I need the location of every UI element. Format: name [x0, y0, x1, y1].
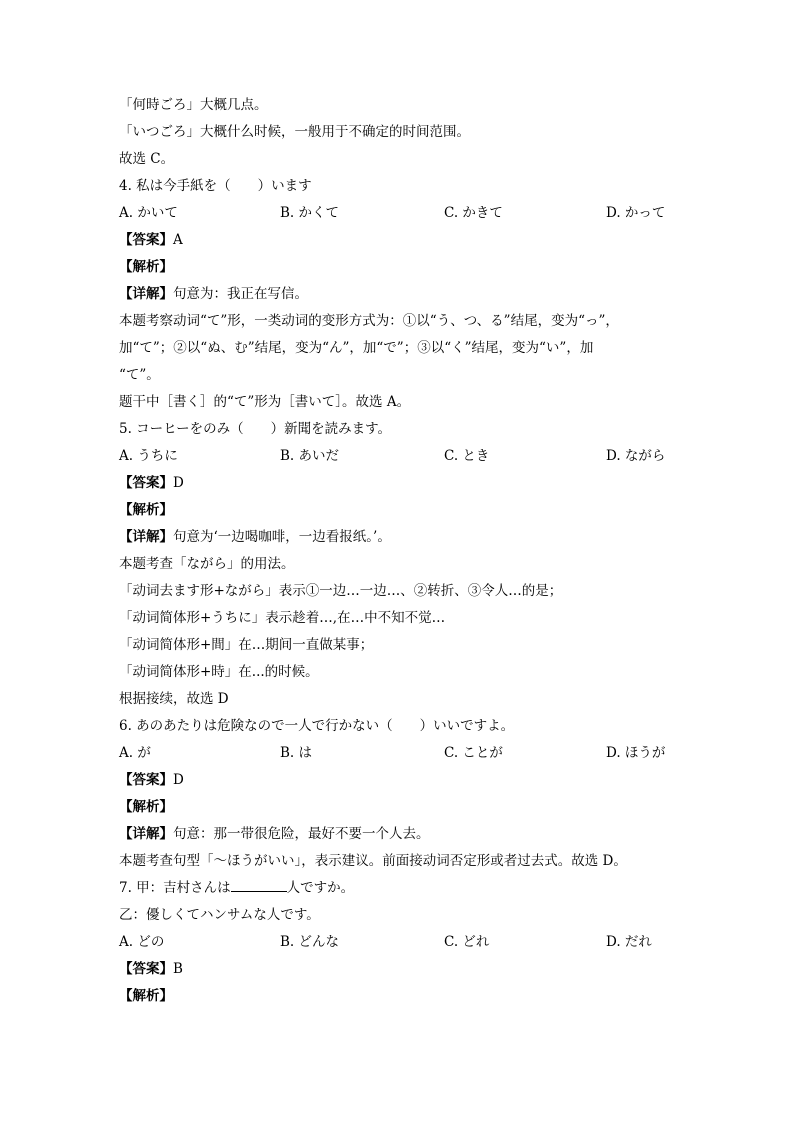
- option-b: B. あいだ: [280, 448, 340, 464]
- intro-line: 「いつごろ」大概什么时候，一般用于不确定的时间范围。: [119, 124, 470, 140]
- question-7-stem: [119, 875, 679, 902]
- detail-line: [119, 524, 679, 551]
- option-c: C. かきて: [444, 205, 503, 221]
- detail-text: 句意：那一带很危险，最好不要一个人去。: [173, 826, 430, 842]
- explanation-line: “て”。: [119, 367, 160, 383]
- question-5-options: [119, 443, 679, 470]
- fill-in-blank: [231, 877, 287, 892]
- option-a: A. かいて: [119, 205, 178, 221]
- option-b: B. かくて: [280, 205, 340, 221]
- detail-text: 句意为：我正在写信。: [173, 286, 308, 302]
- explanation-line: 「动词去ます形+ながら」表示①一边…一边…、②转折、③令人…的是；: [119, 583, 563, 599]
- option-d: D. かって: [606, 205, 666, 221]
- explanation-line: 加“て”；②以“ぬ、む”结尾，变为“ん”，加“で”；③以“く”结尾，变为“い”，加: [119, 340, 594, 356]
- option-d: D. ながら: [606, 448, 666, 464]
- answer-line: [119, 227, 679, 254]
- document-page: [119, 92, 679, 1010]
- question-7-stem-start: 7. 甲：吉村さんは: [119, 880, 231, 896]
- option-c: C. どれ: [444, 934, 490, 950]
- question-6-options: [119, 740, 679, 767]
- answer-value: D: [173, 475, 184, 491]
- question-7-stem-end: 人ですか。: [286, 880, 355, 896]
- option-b: B. は: [280, 745, 313, 761]
- explanation-line: 「动词简体形+時」在...的时候。: [119, 664, 319, 680]
- answer-line: [119, 956, 679, 983]
- answer-label: 【答案】: [119, 772, 173, 788]
- question-6-stem: 6. あのあたりは危険なので一人で行かない（ ）いいですよ。: [119, 718, 515, 734]
- question-7-reply: 乙：優しくてハンサムな人です。: [119, 907, 320, 923]
- detail-text: 句意为‘一边喝咖啡，一边看报纸。’。: [173, 529, 391, 545]
- answer-value: D: [173, 772, 184, 788]
- explanation-line: 本题考查句型「～ほうがいい」，表示建议。前面接动词否定形或者过去式。故选 D。: [119, 853, 627, 869]
- answer-line: [119, 767, 679, 794]
- detail-line: [119, 281, 679, 308]
- explanation-line: 本题考察动词“て”形，一类动词的变形方式为：①以“う、つ、る”结尾，变为“っ”，: [119, 313, 619, 329]
- option-a: A. どの: [119, 934, 165, 950]
- option-d: D. だれ: [606, 934, 652, 950]
- analysis-line: [119, 794, 679, 821]
- option-a: A. うちに: [119, 448, 178, 464]
- answer-value: B: [173, 961, 183, 977]
- option-a: A. が: [119, 745, 151, 761]
- option-b: B. どんな: [280, 934, 340, 950]
- analysis-line: [119, 254, 679, 281]
- answer-label: 【答案】: [119, 232, 173, 248]
- analysis-label: 【解析】: [119, 799, 173, 815]
- answer-label: 【答案】: [119, 961, 173, 977]
- question-4-stem: 4. 私は今手紙を（ ）います: [119, 178, 312, 194]
- analysis-label: 【解析】: [119, 259, 173, 275]
- explanation-line: 本题考查「ながら」的用法。: [119, 556, 295, 572]
- answer-line: [119, 470, 679, 497]
- option-c: C. ことが: [444, 745, 503, 761]
- detail-label: 【详解】: [119, 529, 173, 545]
- detail-line: [119, 821, 679, 848]
- explanation-line: 「动词简体形+間」在…期间一直做某事；: [119, 637, 374, 653]
- option-d: D. ほうが: [606, 745, 666, 761]
- intro-line: 故选 C。: [119, 151, 175, 167]
- answer-label: 【答案】: [119, 475, 173, 491]
- question-7-options: [119, 929, 679, 956]
- analysis-label: 【解析】: [119, 988, 173, 1004]
- answer-value: A: [173, 232, 183, 248]
- analysis-line: [119, 983, 679, 1010]
- question-5-stem: 5. コーヒーをのみ（ ）新聞を読みます。: [119, 421, 392, 437]
- explanation-line: 题干中［書く］的“て”形为［書いて］。故选 A。: [119, 394, 411, 410]
- explanation-line: 「动词简体形+うちに」表示趁着…,在…中不知不觉…: [119, 610, 446, 626]
- detail-label: 【详解】: [119, 826, 173, 842]
- intro-line: 「何時ごろ」大概几点。: [119, 97, 268, 113]
- explanation-line: 根据接续，故选 D: [119, 691, 229, 707]
- analysis-label: 【解析】: [119, 502, 173, 518]
- option-c: C. とき: [444, 448, 490, 464]
- detail-label: 【详解】: [119, 286, 173, 302]
- question-4-options: [119, 200, 679, 227]
- analysis-line: [119, 497, 679, 524]
